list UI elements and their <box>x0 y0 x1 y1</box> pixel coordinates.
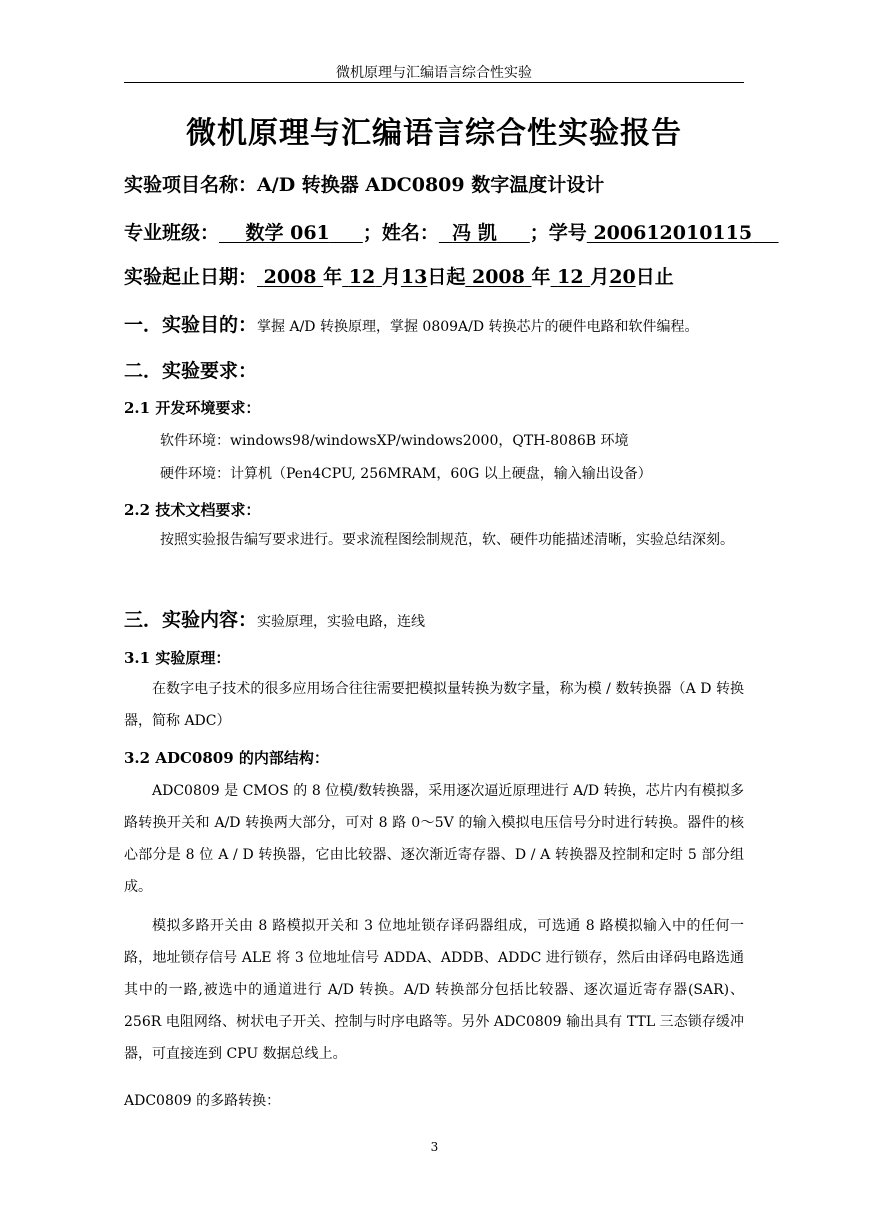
purpose-heading: 一．实验目的： <box>124 314 258 336</box>
class-value: 数学 061 <box>245 222 330 244</box>
id-label: ；学号 <box>529 222 587 244</box>
month-word-1: 月 <box>381 266 401 288</box>
content-heading: 三．实验内容： <box>124 609 258 631</box>
software-env: 软件环境：windows98/windowsXP/windows2000，QTH-8086B 环境 <box>160 433 629 449</box>
class-field <box>219 222 363 244</box>
start-year <box>257 266 323 288</box>
structure-heading: 3.2 ADC0809 的内部结构： <box>124 749 329 767</box>
end-year <box>465 266 531 288</box>
project-label: 实验项目名称： <box>124 174 258 196</box>
date-line <box>124 262 674 289</box>
student-info-line <box>124 218 779 245</box>
year-word-1: 年 <box>323 266 343 288</box>
start-month-value: 12 <box>348 266 376 288</box>
purpose-section <box>124 310 699 337</box>
principle-text: 在数字电子技术的很多应用场合往往需要把模拟量转换为数字量，称为模 / 数转换器（A D 转换器，简称 ADC） <box>124 681 744 729</box>
class-label: 专业班级： <box>124 222 220 244</box>
hardware-env: 硬件环境：计算机（Pen4CPU, 256MRAM，60G 以上硬盘，输入输出设备） <box>160 466 652 482</box>
end-suffix: 日止 <box>635 266 674 288</box>
end-month <box>551 266 591 288</box>
start-year-value: 2008 <box>263 266 317 288</box>
doc-req-text: 按照实验报告编写要求进行。要求流程图绘制规范，软、硬件功能描述清晰，实验总结深刻。 <box>160 532 734 548</box>
month-word-2: 月 <box>590 266 610 288</box>
purpose-text: 掌握 A/D 转换原理，掌握 0809A/D 转换芯片的硬件电路和软件编程。 <box>257 319 699 335</box>
end-month-value: 12 <box>557 266 584 288</box>
end-day-value: 20 <box>609 266 636 288</box>
end-day <box>609 266 635 288</box>
start-month <box>342 266 382 288</box>
id-field <box>587 222 779 244</box>
running-header: 微机原理与汇编语言综合性实验 <box>336 65 532 81</box>
dev-env-heading: 2.1 开发环境要求： <box>124 399 261 417</box>
requirements-heading: 二．实验要求： <box>124 360 258 382</box>
name-label: ；姓名： <box>362 222 439 244</box>
structure-paragraph-1: ADC0809 是 CMOS 的 8 位模/数转换器，采用逐次逼近原理进行 A/D 转换，芯片内有模拟多路转换开关和 A/D 转换两大部分，可对 8 路 0～5V 的输入模拟电压信号分时进行转换。器件的核心部分是 8 位 A / D 转换器，它由比较器、逐次渐近寄存器、D / A 转换器及控制和定时 5 部分组成。 <box>124 783 744 895</box>
name-field <box>439 222 530 244</box>
doc-req-heading: 2.2 技术文档要求： <box>124 501 261 519</box>
id-value: 200612010115 <box>593 222 753 244</box>
start-suffix: 日起 <box>427 266 466 288</box>
year-word-2: 年 <box>531 266 551 288</box>
project-value: A/D 转换器 ADC0809 数字温度计设计 <box>257 174 605 196</box>
start-day <box>401 266 427 288</box>
name-value: 冯 凯 <box>452 222 497 244</box>
date-label: 实验起止日期： <box>124 266 258 288</box>
mux-line: ADC0809 的多路转换： <box>124 1093 281 1109</box>
end-year-value: 2008 <box>471 266 525 288</box>
report-title: 微机原理与汇编语言综合性实验报告 <box>186 116 682 151</box>
header-rule <box>124 82 744 83</box>
content-section <box>124 605 425 632</box>
start-day-value: 13 <box>400 266 428 288</box>
structure-paragraph-2: 模拟多路开关由 8 路模拟开关和 3 位地址锁存译码器组成，可选通 8 路模拟输入中的任何一路，地址锁存信号 ALE 将 3 位地址信号 ADDA、ADDB、ADDC 进行锁存，然后由译码电路选通其中的一路,被选中的通道进行 A/D 转换。A/D 转换部分包括比较器、逐次逼近寄存器(SAR)、256R 电阻网络、树状电子开关、控制与时序电路等。另外 ADC0809 输出具有 TTL 三态锁存缓冲器，可直接连到 CPU 数据总线上。 <box>124 918 744 1062</box>
page-number: 3 <box>430 1140 439 1154</box>
content-text: 实验原理，实验电路，连线 <box>257 614 426 630</box>
principle-heading: 3.1 实验原理： <box>124 649 231 667</box>
project-name-line <box>124 170 604 197</box>
